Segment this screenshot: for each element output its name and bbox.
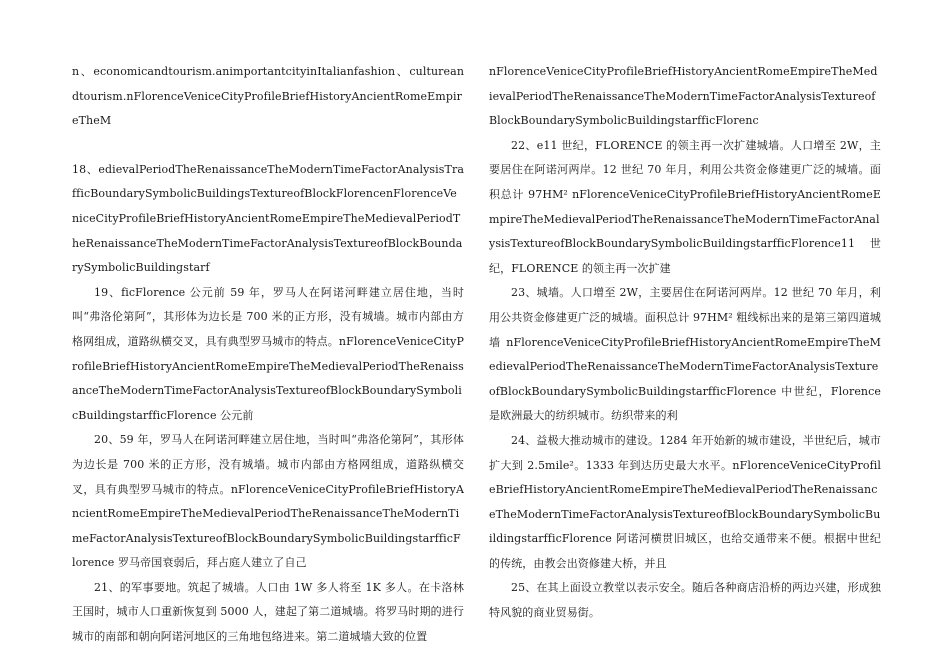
paragraph: 23、城墙。人口增至 2W，主要居住在阿诺河两岸。12 世纪 70 年月，利用公共资金修建更广泛的城墙。面积总计 97HM² 粗线标出来的是第三第四道城墙nFlorenceVeniceCityProfileBriefHistoryAncientRomeEmpireTheMedievalPeriodTheRenaissanceTheModernTimeFactorAnalysisTextureofBlockBoundarySymbolicBuildingstarfficFlorence 中世纪，Florence 是欧洲最大的纺织城市。纺织带来的利 [489,286,881,423]
paragraph: n、economicandtourism.animportantcityinItalianfashion、cultureandtourism.nFlorenceVeniceCityProfileBriefHistoryAncientRomeEmpireTheM [72,65,464,128]
left-text-column [72,60,464,650]
paragraph-gap [72,134,464,158]
paragraph: 18、edievalPeriodTheRenaissanceTheModernTimeFactorAnalysisTrafficBoundarySymbolicBuildingsTextureofBlockFlorencenFlorenceVeniceCityProfileBriefHistoryAncientRomeEmpireTheMedievalPeriodTheRenaissanceTheModernTimeFactorAnalysisTextureofBlockBoundarySymbolicBuildingstarf [72,162,464,275]
paragraph: nFlorenceVeniceCityProfileBriefHistoryAncientRomeEmpireTheMedievalPeriodTheRenaissanceTheModernTimeFactorAnalysisTextureofBlockBoundarySymbolicBuildingstarfficFlorenc [489,65,878,128]
paragraph: 22、e11 世纪，FLORENCE 的领主再一次扩建城墙。人口增至 2W，主要居住在阿诺河两岸。12 世纪 70 年月，利用公共资金修建更广泛的城墙。面积总计 97HM² nFlorenceVeniceCityProfileBriefHistoryAncientRomeEmpireTheMedievalPeriodTheRenaissanceTheModernTimeFactorAnalysisTextureofBlockBoundarySymbolicBuildingstarfficFlorence11 世纪，FLORENCE 的领主再一次扩建 [489,138,881,275]
paragraph: 20、59 年，罗马人在阿诺河畔建立居住地，当时叫“弗洛伦第阿”，其形体为边长是 700 米的正方形，没有城墙。城市内部由方格网组成，道路纵横交叉，具有典型罗马城市的特点。nFlorenceVeniceCityProfileBriefHistoryAncientRomeEmpireTheMedievalPeriodTheRenaissanceTheModernTimeFactorAnalysisTextureofBlockBoundarySymbolicBuildingstarfficFlorence 罗马帝国衰弱后，拜占庭人建立了自己 [72,433,464,570]
right-text-column [489,60,881,626]
paragraph: 24、益极大推动城市的建设。1284 年开始新的城市建设，半世纪后，城市扩大到 2.5mile²。1333 年到达历史最大水平。nFlorenceVeniceCityProfileBriefHistoryAncientRomeEmpireTheMedievalPeriodTheRenaissanceTheModernTimeFactorAnalysisTextureofBlockBoundarySymbolicBuildingstarfficFlorence 阿诺河横贯旧城区，也给交通带来不便。根据中世纪的传统，由教会出资修建大桥，并且 [489,433,881,570]
paragraph: 25、在其上面设立教堂以表示安全。随后各种商店沿桥的两边兴建，形成独特风貌的商业贸易街。 [489,581,881,620]
paragraph: 21、的军事要地。筑起了城墙。人口由 1W 多人将至 1K 多人。在卡洛林王国时，城市人口重新恢复到 5000 人，建起了第二道城墙。将罗马时期的进行城市的南部和朝向阿诺河地区的三角地包络进来。第二道城墙大致的位置 [72,580,464,644]
paragraph: 19、ficFlorence 公元前 59 年，罗马人在阿诺河畔建立居住地，当时叫“弗洛伦第阿”，其形体为边长是 700 米的正方形，没有城墙。城市内部由方格网组成，道路纵横交叉，具有典型罗马城市的特点。nFlorenceVeniceCityProfileBriefHistoryAncientRomeEmpireTheMedievalPeriodTheRenaissanceTheModernTimeFactorAnalysisTextureofBlockBoundarySymbolicBuildingstarfficFlorence 公元前 [72,285,464,422]
